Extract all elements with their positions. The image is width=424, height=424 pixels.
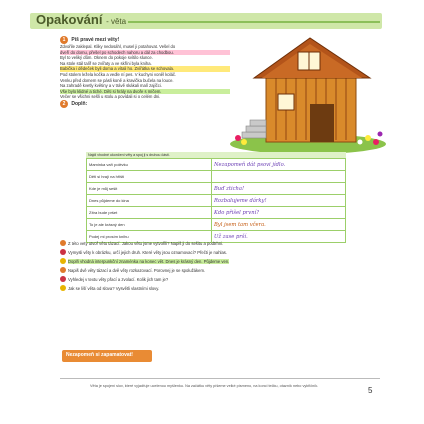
table-row (87, 159, 346, 171)
text-line: Vše bylo klidné a tiché. Děti si hrály na dvoře s míčem. (60, 89, 230, 95)
table-row (87, 195, 346, 207)
exercise-block-1 (60, 36, 230, 108)
page-number: 5 (368, 386, 373, 395)
exercise-number-icon: 1 (60, 36, 68, 44)
table-cell-answer[interactable]: Kdo přišel první? (212, 207, 346, 219)
table-cell-left: Dnes půjdeme do kina (87, 195, 212, 207)
exercise-item (60, 249, 348, 256)
text-line: dveří do domu, přešel po schodech nahoru a dál za chodbou. (60, 50, 230, 56)
exercise-item (60, 258, 348, 265)
table-cell-answer[interactable] (212, 171, 346, 183)
footer-divider (60, 378, 380, 379)
exercise-block-2 (60, 240, 348, 294)
exercise-item (60, 240, 348, 247)
exercise-heading (60, 36, 230, 44)
exercise-label: Piš pravé mezi věty! (71, 37, 120, 43)
header-rule (128, 21, 380, 23)
table-cell-answer[interactable]: Už zase prší. (212, 231, 346, 243)
exercise-item (60, 285, 348, 292)
text-line: Zdvořile zaklepal. Kliky nedosáhl, musel ji potahovat. Vešel do (60, 44, 176, 49)
table-row (87, 171, 346, 183)
text-line: Na zahradě kvetly květiny a v trávě skákali malí zajíčci. (60, 83, 162, 89)
exercise-item-text: Z této vety utvoř větu tázací. Jakou větu jsme vytvořili? Napiš ji do sešitu a podtrhni. (68, 241, 224, 246)
table-row (87, 207, 346, 219)
summary-text: Nezapomeň si zapamatovat! (66, 352, 133, 358)
bullet-icon (60, 276, 66, 282)
bullet-icon (60, 240, 66, 246)
bullet-icon (60, 267, 66, 273)
exercise-item-text: Doplň vhodná interpunkční znaménka na konec vět. Dnes je krásný den. Půjdeme ven. (68, 258, 230, 264)
house-illustration-icon (228, 34, 388, 154)
table-cell-left: To je ale krásný den (87, 219, 212, 231)
exercise-item (60, 267, 348, 274)
table-cell-answer[interactable]: Buď zticha! (212, 183, 346, 195)
text-line: Večer se všichni sešli u stolu a povídali si o celém dni. (60, 94, 161, 100)
exercise-item-text: Jak se liší věta od slova? Vysvětli vlastními slovy. (68, 285, 160, 291)
text-line: Pod stolem ležela kočka a vedle ní pes. V kuchyni voněl koláč. (60, 71, 177, 77)
exercise-label: Doplň: (71, 100, 88, 107)
table-cell-answer[interactable]: Rozbalujeme dárky! (212, 195, 346, 207)
bullet-icon (60, 285, 66, 291)
text-line: Venku před domem se pásli koně a kravička bučela na louce. (60, 77, 174, 83)
exercise-heading-2 (60, 100, 230, 108)
text-line: Byl to veliký dům. Oknem do pokoje svítilo slunce. (60, 55, 153, 61)
page-title (36, 12, 126, 27)
table-cell-answer[interactable]: Nezapomeň dát psovi jídlo. (212, 159, 346, 171)
exercise-item-text: Napiš dvě věty tázací a dvě věty rozkazovací. Porovnej je se spolužákem. (68, 267, 206, 273)
bullet-icon (60, 249, 66, 255)
table-cell-left: Kde je můj sešit (87, 183, 212, 195)
table-cell-left: Maminka vaří polévku (87, 159, 212, 171)
table-cell-answer[interactable]: Byl jsem tam včera. (212, 219, 346, 231)
table-row (87, 219, 346, 231)
exercise-item (60, 276, 348, 283)
exercise-item-text: Vymysli věty k obrázku, určí jejich druh. Které věty jsou oznamovací? Přečti je nahlas. (68, 249, 228, 255)
matching-table (86, 158, 346, 243)
text-line: Babička i dědeček byli doma a vítali ho. Zvířátka se schovala. (60, 66, 230, 72)
table-row (87, 183, 346, 195)
table-cell-left: Podej mi prosím knihu (87, 231, 212, 243)
footnote: Věta je spojení slov, které vyjadřuje ucelenou myšlenku. Na začátku věty píšeme velké písmeno, na konci tečku, otazník nebo vykřičník. (90, 384, 319, 388)
text-line: Na stole stál talíř se zvířaty a ve skříni byla kniha. (60, 60, 152, 66)
exercise-number-icon: 2 (60, 100, 68, 108)
page-title-text: Opakování (36, 12, 103, 27)
table-cell-left: Zítra bude pršet (87, 207, 212, 219)
table-header-note: Najdi vhodné ukončení věty a spoj ji s druhou částí. (88, 153, 170, 157)
bullet-icon (60, 258, 66, 264)
table-cell-left: Děti si hrají na hřišti (87, 171, 212, 183)
page-subtitle: - věta (106, 17, 127, 26)
exercise-item-text: Vyhledej v textu věty přací a zvolací. Kolik jich tam je? (68, 276, 169, 282)
